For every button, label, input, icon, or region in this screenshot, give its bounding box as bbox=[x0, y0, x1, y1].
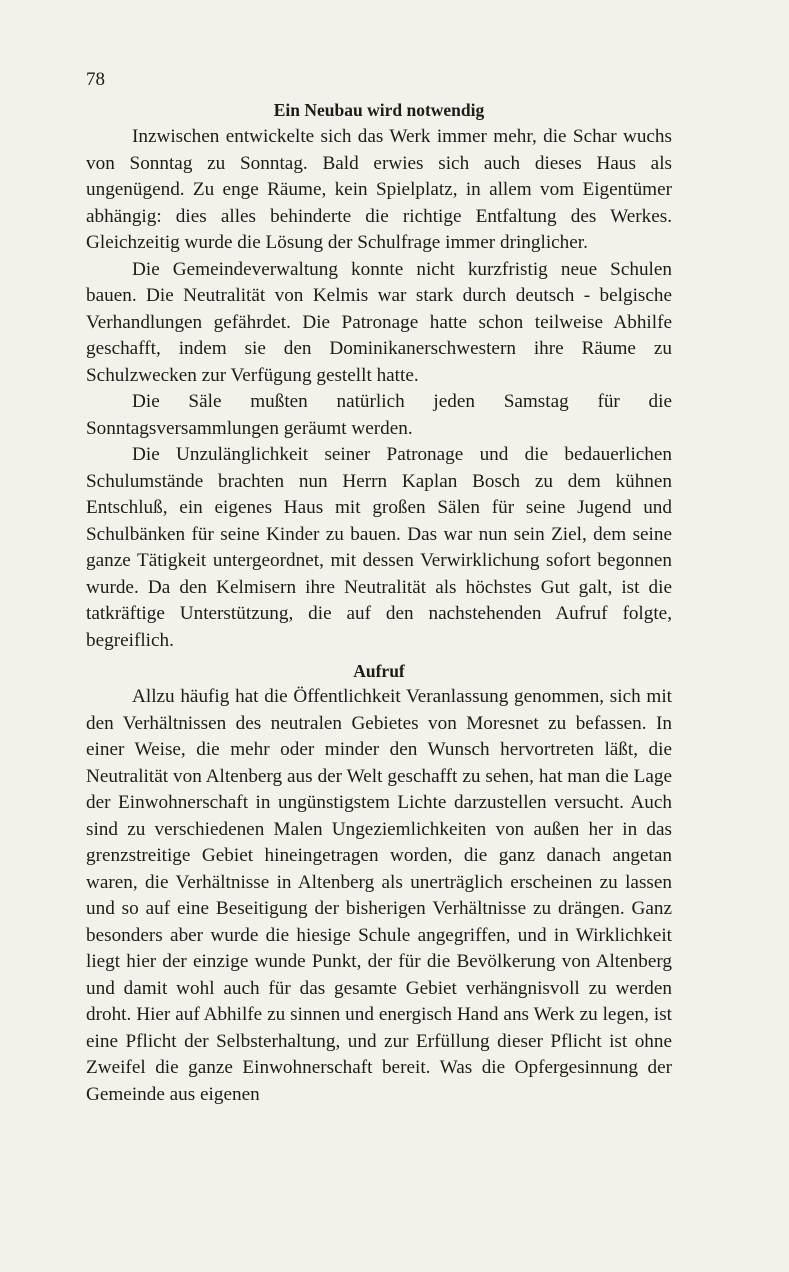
page-number: 78 bbox=[86, 69, 105, 90]
paragraph-new-house-decision: Die Unzulänglichkeit seiner Patronage und die bedauerlichen Schulumstände brachten nun Herrn Kaplan Bosch zu dem kühnen Entschluß, ein eigenes Haus mit großen Sälen für seine Jugend und Schulbänken für seine Kinder zu bauen. Das war nun sein Ziel, dem seine ganze Tätigkeit untergeordnet, mit dessen Verwirklichung sofort begonnen wurde. Da den Kelmisern ihre Neutralität als höchstes Gut galt, ist die tatkräftige Unterstützung, die auf den nachstehenden Aufruf folgte, begreiflich. bbox=[86, 444, 672, 651]
appeal-paragraph: Allzu häufig hat die Öffentlichkeit Veranlassung genommen, sich mit den Verhältnissen des neutralen Gebietes von Moresnet zu befassen. In einer Weise, die mehr oder minder den Wunsch hervortreten läßt, die Neutralität von Altenberg aus der Welt geschafft zu sehen, hat man die Lage der Einwohnerschaft in ungünstigstem Lichte darzustellen versucht. Auch sind zu verschiedenen Malen Ungeziemlichkeiten von außen her in das grenzstreitige Gebiet hineingetragen worden, die ganz danach angetan waren, die Verhältnisse in Altenberg als unerträglich erscheinen zu lassen und so auf eine Beseitigung der bisherigen Verhältnisse zu drängen. Ganz besonders aber wurde die hiesige Schule angegriffen, und in Wirklichkeit liegt hier der einzige wunde Punkt, der für die Bevölkerung von Altenberg und damit wohl auch für das gesamte Gebiet verhängnisvoll zu werden droht. Hier auf Abhilfe zu sinnen und energisch Hand ans Werk zu legen, ist eine Pflicht der Selbsterhaltung, und zur Erfüllung dieser Pflicht ist ohne Zweifel die ganze Einwohnerschaft bereit. Was die Opfergesinnung der Gemeinde aus eigenen bbox=[86, 686, 672, 1105]
paragraph-halls-cleared: Die Säle mußten natürlich jeden Samstag für die Sonntagsversammlungen geräumt werden. bbox=[86, 391, 672, 439]
appeal-heading: Aufruf bbox=[353, 661, 405, 681]
body-text bbox=[86, 96, 672, 1108]
paragraph-municipal-administration: Die Gemeindeverwaltung konnte nicht kurzfristig neue Schulen bauen. Die Neutralität von Kelmis war stark durch deutsch - belgische Verhandlungen gefährdet. Die Patronage hatte schon teilweise Abhilfe geschafft, indem sie den Dominikanerschwestern ihre Räume zu Schulzwecken zur Verfügung gestellt hatte. bbox=[86, 258, 672, 386]
paragraph-work-growth: Inzwischen entwickelte sich das Werk immer mehr, die Schar wuchs von Sonntag zu Sonntag. Bald erwies sich auch dieses Haus als ungenügend. Zu enge Räume, kein Spielplatz, in allem vom Eigentümer abhängig: dies alles behinderte die richtige Entfaltung des Werkes. Gleichzeitig wurde die Lösung der Schulfrage immer dringlicher. bbox=[86, 126, 672, 253]
section-heading: Ein Neubau wird notwendig bbox=[273, 100, 485, 120]
